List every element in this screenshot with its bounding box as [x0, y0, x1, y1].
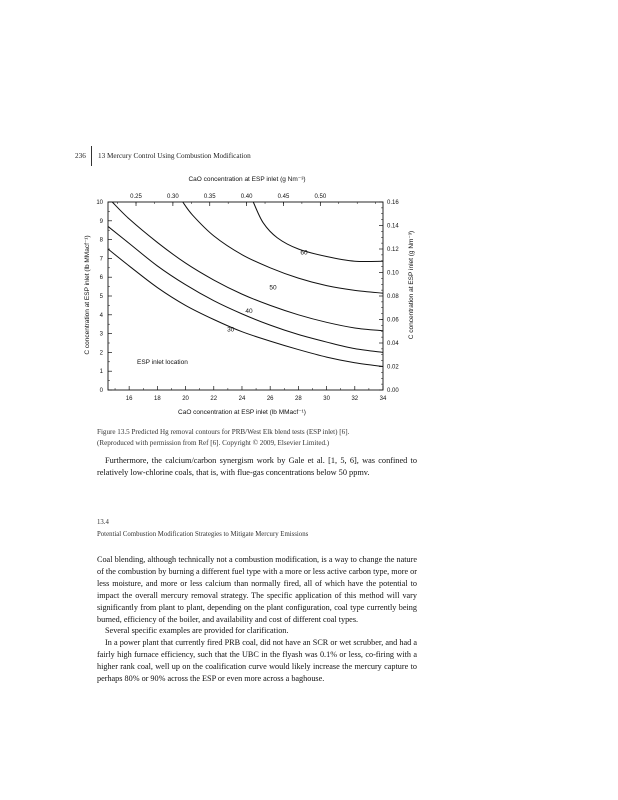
right-axis-title: C concentration at ESP inlet (g Nm⁻³)	[408, 230, 415, 340]
left-tick-label-1: 1	[99, 369, 103, 376]
bottom-tick-label-28: 28	[295, 396, 302, 402]
header-divider	[91, 146, 92, 166]
top-tick-label-0.35: 0.35	[203, 194, 216, 200]
top-tick-label-0.30: 0.30	[167, 194, 179, 200]
bottom-axis-title: CaO concentration at ESP inlet (lb MMacf⁻¹)	[178, 409, 306, 416]
left-tick-label-2: 2	[99, 350, 103, 357]
top-tick-label-0.45: 0.45	[277, 194, 290, 200]
paragraph-coal-blending: Coal blending, although technically not a combustion modification, is a way to change the nature of the combustion by burning a different fuel type with a more or less active carbon type, more or less moisture, and more or less calcium than normally fired, all of which have the potential to impact the overall mercury removal strategy. The specific application of this method will vary significantly from plant to plant, depending on the plant configuration, coal type currently being burned, efficiency of the boiler, and availability and cost of different coal types.	[97, 555, 417, 624]
left-axis-title: C concentration at ESP inlet (lb MMacf⁻¹)	[84, 235, 91, 355]
contour-label-50: 50	[269, 284, 277, 292]
caption-line-2: (Reproduced with permission from Ref [6]. Copyright © 2009, Elsevier Limited.)	[97, 439, 330, 447]
paragraph-examples: Several specific examples are provided for clarification.	[105, 626, 289, 636]
right-tick-label-0.12: 0.12	[387, 247, 399, 253]
contour-line-60	[253, 202, 383, 262]
section-body	[97, 554, 417, 685]
contour-label-60: 60	[300, 249, 308, 257]
right-tick-label-0.08: 0.08	[387, 294, 399, 300]
left-tick-label-5: 5	[99, 294, 103, 300]
contour-curves	[108, 202, 383, 367]
contour-chart	[75, 170, 435, 420]
left-tick-label-4: 4	[99, 312, 103, 319]
bottom-tick-label-20: 20	[182, 396, 189, 402]
right-tick-label-0.16: 0.16	[387, 200, 399, 206]
contour-label-30: 30	[227, 326, 235, 334]
left-tick-label-9: 9	[99, 218, 103, 225]
left-tick-label-3: 3	[99, 331, 103, 338]
caption-line-1: Figure 13.5 Predicted Hg removal contours for PRB/West Elk blend tests (ESP inlet) [6].	[97, 428, 350, 436]
top-axis-title: CaO concentration at ESP inlet (g Nm⁻³)	[188, 176, 306, 183]
bottom-tick-label-18: 18	[154, 396, 161, 402]
bottom-tick-label-32: 32	[351, 396, 359, 402]
top-tick-label-0.40: 0.40	[240, 194, 253, 200]
left-tick-label-7: 7	[99, 256, 103, 263]
section-number: 13.4	[97, 519, 109, 526]
bottom-tick-label-34: 34	[379, 396, 387, 402]
figure-caption	[97, 427, 417, 449]
section-heading	[97, 517, 427, 541]
left-tick-label-10: 10	[96, 200, 103, 206]
paragraph-text: Furthermore, the calcium/carbon synergism work by Gale et al. [1, 5, 6], was confined to relatively low-chlorine coals, that is, with flue-gas concentrations below 50 ppmv.	[97, 456, 417, 477]
right-tick-label-0.10: 0.10	[387, 270, 399, 277]
page-number: 236	[75, 152, 86, 160]
paragraph-furthermore	[97, 455, 417, 479]
running-title: 13 Mercury Control Using Combustion Modification	[98, 152, 251, 160]
left-tick-label-6: 6	[99, 275, 103, 282]
top-tick-label-0.25: 0.25	[130, 194, 142, 200]
section-title: Potential Combustion Modification Strategies to Mitigate Mercury Emissions	[97, 531, 309, 538]
bottom-tick-label-26: 26	[266, 396, 274, 402]
left-tick-label-8: 8	[99, 237, 103, 244]
axis-ticks	[96, 194, 399, 402]
running-header	[75, 150, 415, 164]
right-tick-label-0.14: 0.14	[387, 223, 399, 230]
paragraph-prb-plant: In a power plant that currently fired PRB coal, did not have an SCR or wet scrubber, and had a fairly high furnace efficiency, such that the UBC in the flyash was 0.1% or less, co-firing with a higher rank coal, well up on the coalification curve would likely increase the mercury capture to perhaps 80% or 90% across the ESP or even more across a baghouse.	[97, 638, 417, 684]
bottom-tick-label-22: 22	[210, 396, 218, 402]
bottom-tick-label-16: 16	[125, 396, 133, 402]
annotation-esp-inlet: ESP inlet location	[137, 359, 188, 366]
right-tick-label-0.02: 0.02	[387, 364, 399, 371]
bottom-tick-label-30: 30	[323, 396, 330, 402]
left-tick-label-0: 0	[99, 388, 103, 394]
top-tick-label-0.50: 0.50	[314, 194, 327, 200]
right-tick-label-0.04: 0.04	[387, 341, 399, 347]
contour-label-40: 40	[245, 307, 253, 315]
right-tick-label-0.00: 0.00	[387, 388, 399, 394]
bottom-tick-label-24: 24	[238, 396, 246, 402]
right-tick-label-0.06: 0.06	[387, 317, 399, 324]
